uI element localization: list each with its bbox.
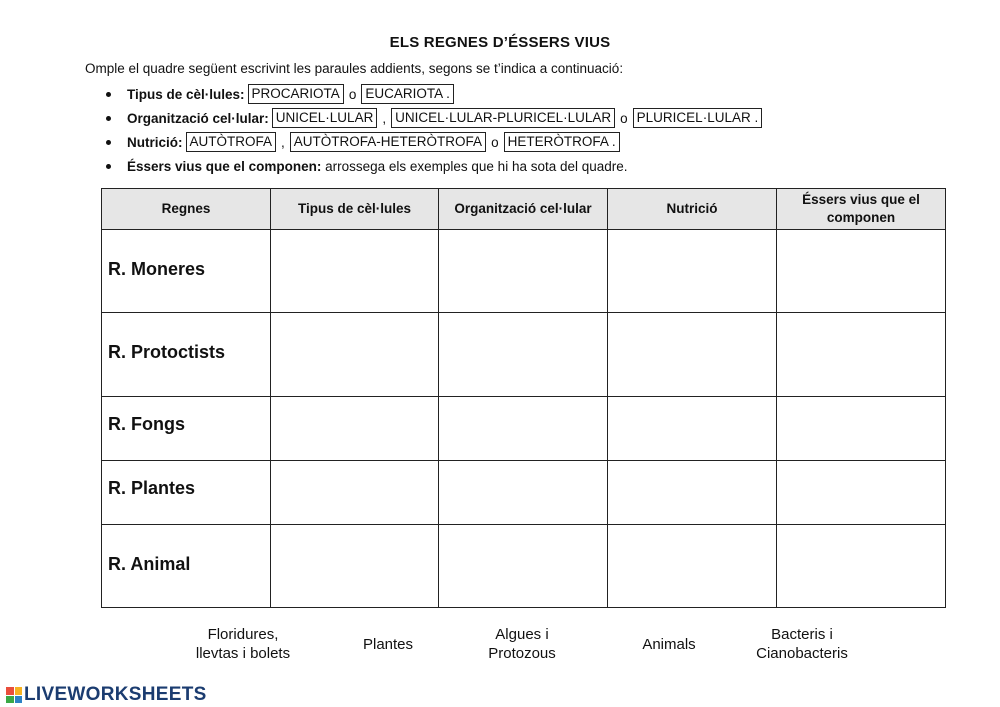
comma-text: ,	[281, 134, 285, 150]
answer-cell[interactable]	[271, 524, 439, 607]
answer-cell[interactable]	[439, 460, 608, 524]
instruction-list	[106, 82, 765, 178]
option-procariota: PROCARIOTA	[248, 84, 344, 104]
kingdoms-table	[101, 188, 946, 608]
table-row	[102, 460, 946, 524]
answer-cell[interactable]	[271, 396, 439, 460]
kingdom-plantes: R. Plantes	[108, 477, 196, 498]
row-label-cell	[102, 230, 271, 313]
table-row	[102, 230, 946, 313]
worksheet-title: ELS REGNES D’ÉSSERS VIUS	[389, 34, 611, 51]
header-regnes: Regnes	[102, 189, 271, 230]
example-bacteris[interactable]: Bacteris i Cianobacteris	[756, 626, 848, 662]
answer-cell[interactable]	[439, 230, 608, 313]
row-label-cell	[102, 524, 271, 607]
answer-cell[interactable]	[608, 230, 777, 313]
option-uni-pluricellular: UNICEL·LULAR-PLURICEL·LULAR	[391, 108, 615, 128]
or-text: o	[491, 134, 499, 150]
kingdom-protoctists: R. Protoctists	[108, 342, 226, 363]
bullet-dot	[106, 92, 111, 97]
drop-cell[interactable]	[777, 460, 946, 524]
drop-cell[interactable]	[777, 524, 946, 607]
logo-text: LIVEWORKSHEETS	[24, 684, 207, 705]
or-text: o	[348, 86, 357, 102]
table-header-row	[102, 189, 946, 230]
nutrition-label: Nutrició	[127, 134, 179, 150]
example-plantes[interactable]: Plantes	[362, 636, 414, 653]
answer-cell[interactable]	[271, 460, 439, 524]
header-essers-vius: Éssers vius que el componen	[777, 189, 946, 230]
answer-cell[interactable]	[608, 396, 777, 460]
option-autotrofa: AUTÒTROFA	[186, 132, 277, 152]
answer-cell[interactable]	[439, 313, 608, 396]
bullet-beings	[106, 154, 765, 178]
answer-cell[interactable]	[439, 396, 608, 460]
comma-text: ,	[382, 110, 387, 126]
table-row	[102, 524, 946, 607]
bullet-dot	[106, 140, 111, 145]
option-pluricellular: PLURICEL·LULAR .	[633, 108, 763, 128]
header-organitzacio: Organització cel·lular	[439, 189, 608, 230]
example-floridures[interactable]: Floridures, llevtas i bolets	[195, 626, 291, 662]
instructions: Omple el quadre següent escrivint les paraules addients, segons se t’indica a continuació:	[85, 61, 624, 76]
drop-cell[interactable]	[777, 230, 946, 313]
table-row	[102, 313, 946, 396]
bullet-organization: Organització cel·lular : UNICEL·LULAR , UNICEL·LULAR-PLURICEL·LULAR o PLURICEL·LULAR .	[106, 106, 765, 130]
liveworksheets-logo	[6, 684, 207, 706]
answer-cell[interactable]	[608, 524, 777, 607]
option-unicellular: UNICEL·LULAR	[272, 108, 378, 128]
answer-cell[interactable]	[608, 313, 777, 396]
answer-cell[interactable]	[608, 460, 777, 524]
draggable-examples	[0, 625, 1000, 665]
drop-cell[interactable]	[777, 313, 946, 396]
bullet-cell-type: Tipus de cèl·lules : PROCARIOTA o EUCARIOTA .	[106, 82, 765, 106]
header-tipus-cellules: Tipus de cèl·lules	[271, 189, 439, 230]
answer-cell[interactable]	[439, 524, 608, 607]
option-eucariota: EUCARIOTA .	[361, 84, 454, 104]
cell-type-label: Tipus de cèl·lules	[127, 86, 241, 102]
bullet-nutrition: Nutrició : AUTÒTROFA , AUTÒTROFA-HETERÒTROFA o HETERÒTROFA .	[106, 130, 765, 154]
or-text: o	[620, 110, 628, 126]
kingdom-animal: R. Animal	[108, 553, 191, 574]
table-row	[102, 396, 946, 460]
logo-icon	[6, 687, 22, 703]
row-label-cell	[102, 313, 271, 396]
organization-label: Organització cel·lular	[127, 110, 265, 126]
drop-cell[interactable]	[777, 396, 946, 460]
option-heterotrofa: HETERÒTROFA .	[504, 132, 620, 152]
kingdom-fongs: R. Fongs	[108, 413, 185, 434]
row-label-cell	[102, 460, 271, 524]
kingdom-moneres: R. Moneres	[108, 259, 206, 279]
header-nutricio: Nutrició	[608, 189, 777, 230]
option-autotrofa-heterotrofa: AUTÒTROFA-HETERÒTROFA	[290, 132, 486, 152]
row-label-cell	[102, 396, 271, 460]
answer-cell[interactable]	[271, 230, 439, 313]
beings-text: arrossega els exemples que hi ha sota del quadre.	[325, 158, 628, 174]
example-algues[interactable]: Algues i Protozous	[488, 626, 556, 662]
bullet-dot	[106, 116, 111, 121]
bullet-dot	[106, 164, 111, 169]
answer-cell[interactable]	[271, 313, 439, 396]
example-animals[interactable]: Animals	[642, 636, 696, 653]
beings-label: Éssers vius que el componen:	[127, 158, 322, 174]
